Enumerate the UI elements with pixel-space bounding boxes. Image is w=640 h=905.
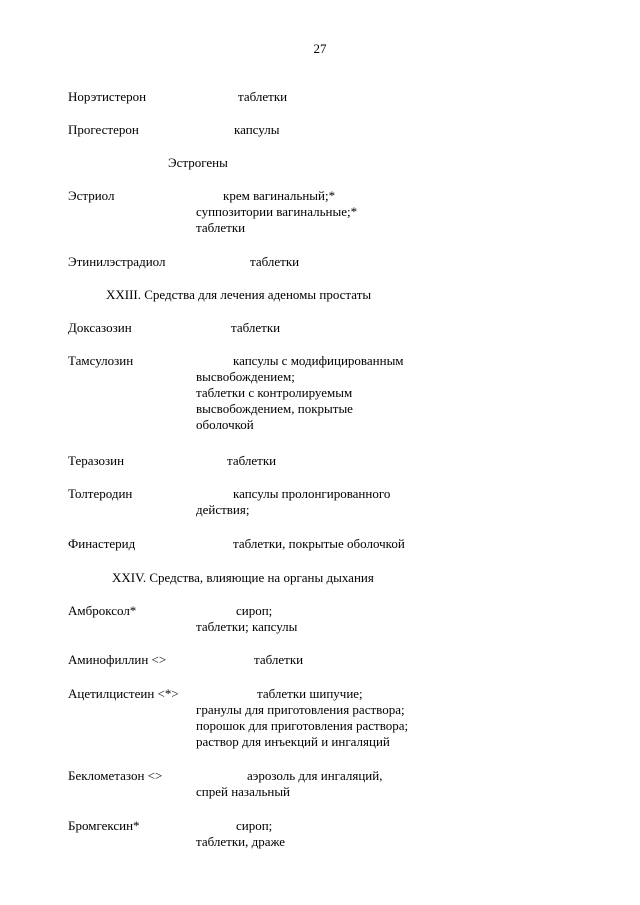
dosage-form <box>238 89 287 105</box>
drug-name: Теразозин <box>68 453 125 468</box>
dosage-form-line: капсулы пролонгированного <box>233 486 391 501</box>
drug-name: Норэтистерон <box>68 89 147 104</box>
dosage-form-line: раствор для инъекций и ингаляций <box>196 734 390 749</box>
drug-name: Доксазозин <box>68 320 132 335</box>
drug-name: Этинилэстрадиол <box>68 254 166 269</box>
drug-name: Прогестерон <box>68 122 139 137</box>
dosage-form-line: аэрозоль для ингаляций, <box>247 768 383 783</box>
dosage-form-line: сироп; <box>236 603 273 618</box>
dosage-form <box>196 603 297 635</box>
dosage-form-line: таблетки; капсулы <box>196 619 298 634</box>
dosage-form <box>196 768 382 800</box>
page-number: 27 <box>313 41 327 56</box>
dosage-form-line: сироп; <box>236 818 273 833</box>
dosage-form <box>254 652 303 668</box>
drug-name: Толтеродин <box>68 486 133 501</box>
dosage-form <box>196 188 357 236</box>
dosage-form-line: высвобождением; <box>196 369 295 384</box>
section-heading-xxiii: XXIII. Средства для лечения аденомы простаты <box>106 287 372 302</box>
dosage-form-line: таблетки <box>250 254 300 269</box>
dosage-form <box>231 320 280 336</box>
drug-name: Ацетилцистеин <*> <box>68 686 179 701</box>
dosage-form-line: таблетки <box>231 320 281 335</box>
dosage-form-line: таблетки с контролируемым <box>196 385 353 400</box>
drug-name: Аминофиллин <> <box>68 652 167 667</box>
dosage-form-line: суппозитории вагинальные;* <box>196 204 358 219</box>
dosage-form-line: спрей назальный <box>196 784 291 799</box>
drug-name: Финастерид <box>68 536 136 551</box>
dosage-form <box>250 254 299 270</box>
dosage-form-line: таблетки <box>196 220 246 235</box>
dosage-form <box>196 486 390 518</box>
dosage-form-line: высвобождением, покрытые <box>196 401 353 416</box>
dosage-form-line: крем вагинальный;* <box>223 188 336 203</box>
subgroup-heading: Эстрогены <box>168 155 228 170</box>
dosage-form-line: действия; <box>196 502 250 517</box>
drug-name: Бромгексин* <box>68 818 140 833</box>
dosage-form-line: капсулы <box>234 122 280 137</box>
dosage-form-line: таблетки, драже <box>196 834 286 849</box>
drug-name: Амброксол* <box>68 603 137 618</box>
dosage-form <box>196 686 408 750</box>
dosage-form <box>234 122 279 138</box>
dosage-form <box>196 353 404 433</box>
dosage-form <box>233 536 405 552</box>
dosage-form-line: таблетки шипучие; <box>257 686 363 701</box>
drug-name: Тамсулозин <box>68 353 134 368</box>
dosage-form-line: оболочкой <box>196 417 254 432</box>
dosage-form-line: капсулы с модифицированным <box>233 353 404 368</box>
dosage-form-line: таблетки <box>227 453 277 468</box>
drug-name: Беклометазон <> <box>68 768 163 783</box>
dosage-form-line: таблетки <box>238 89 288 104</box>
section-heading-xxiv: XXIV. Средства, влияющие на органы дыхания <box>112 570 374 585</box>
dosage-form <box>196 818 285 850</box>
dosage-form-line: таблетки <box>254 652 304 667</box>
dosage-form-line: таблетки, покрытые оболочкой <box>233 536 405 551</box>
dosage-form-line: гранулы для приготовления раствора; <box>196 702 405 717</box>
drug-name: Эстриол <box>68 188 115 203</box>
dosage-form <box>227 453 276 469</box>
dosage-form-line: порошок для приготовления раствора; <box>196 718 409 733</box>
